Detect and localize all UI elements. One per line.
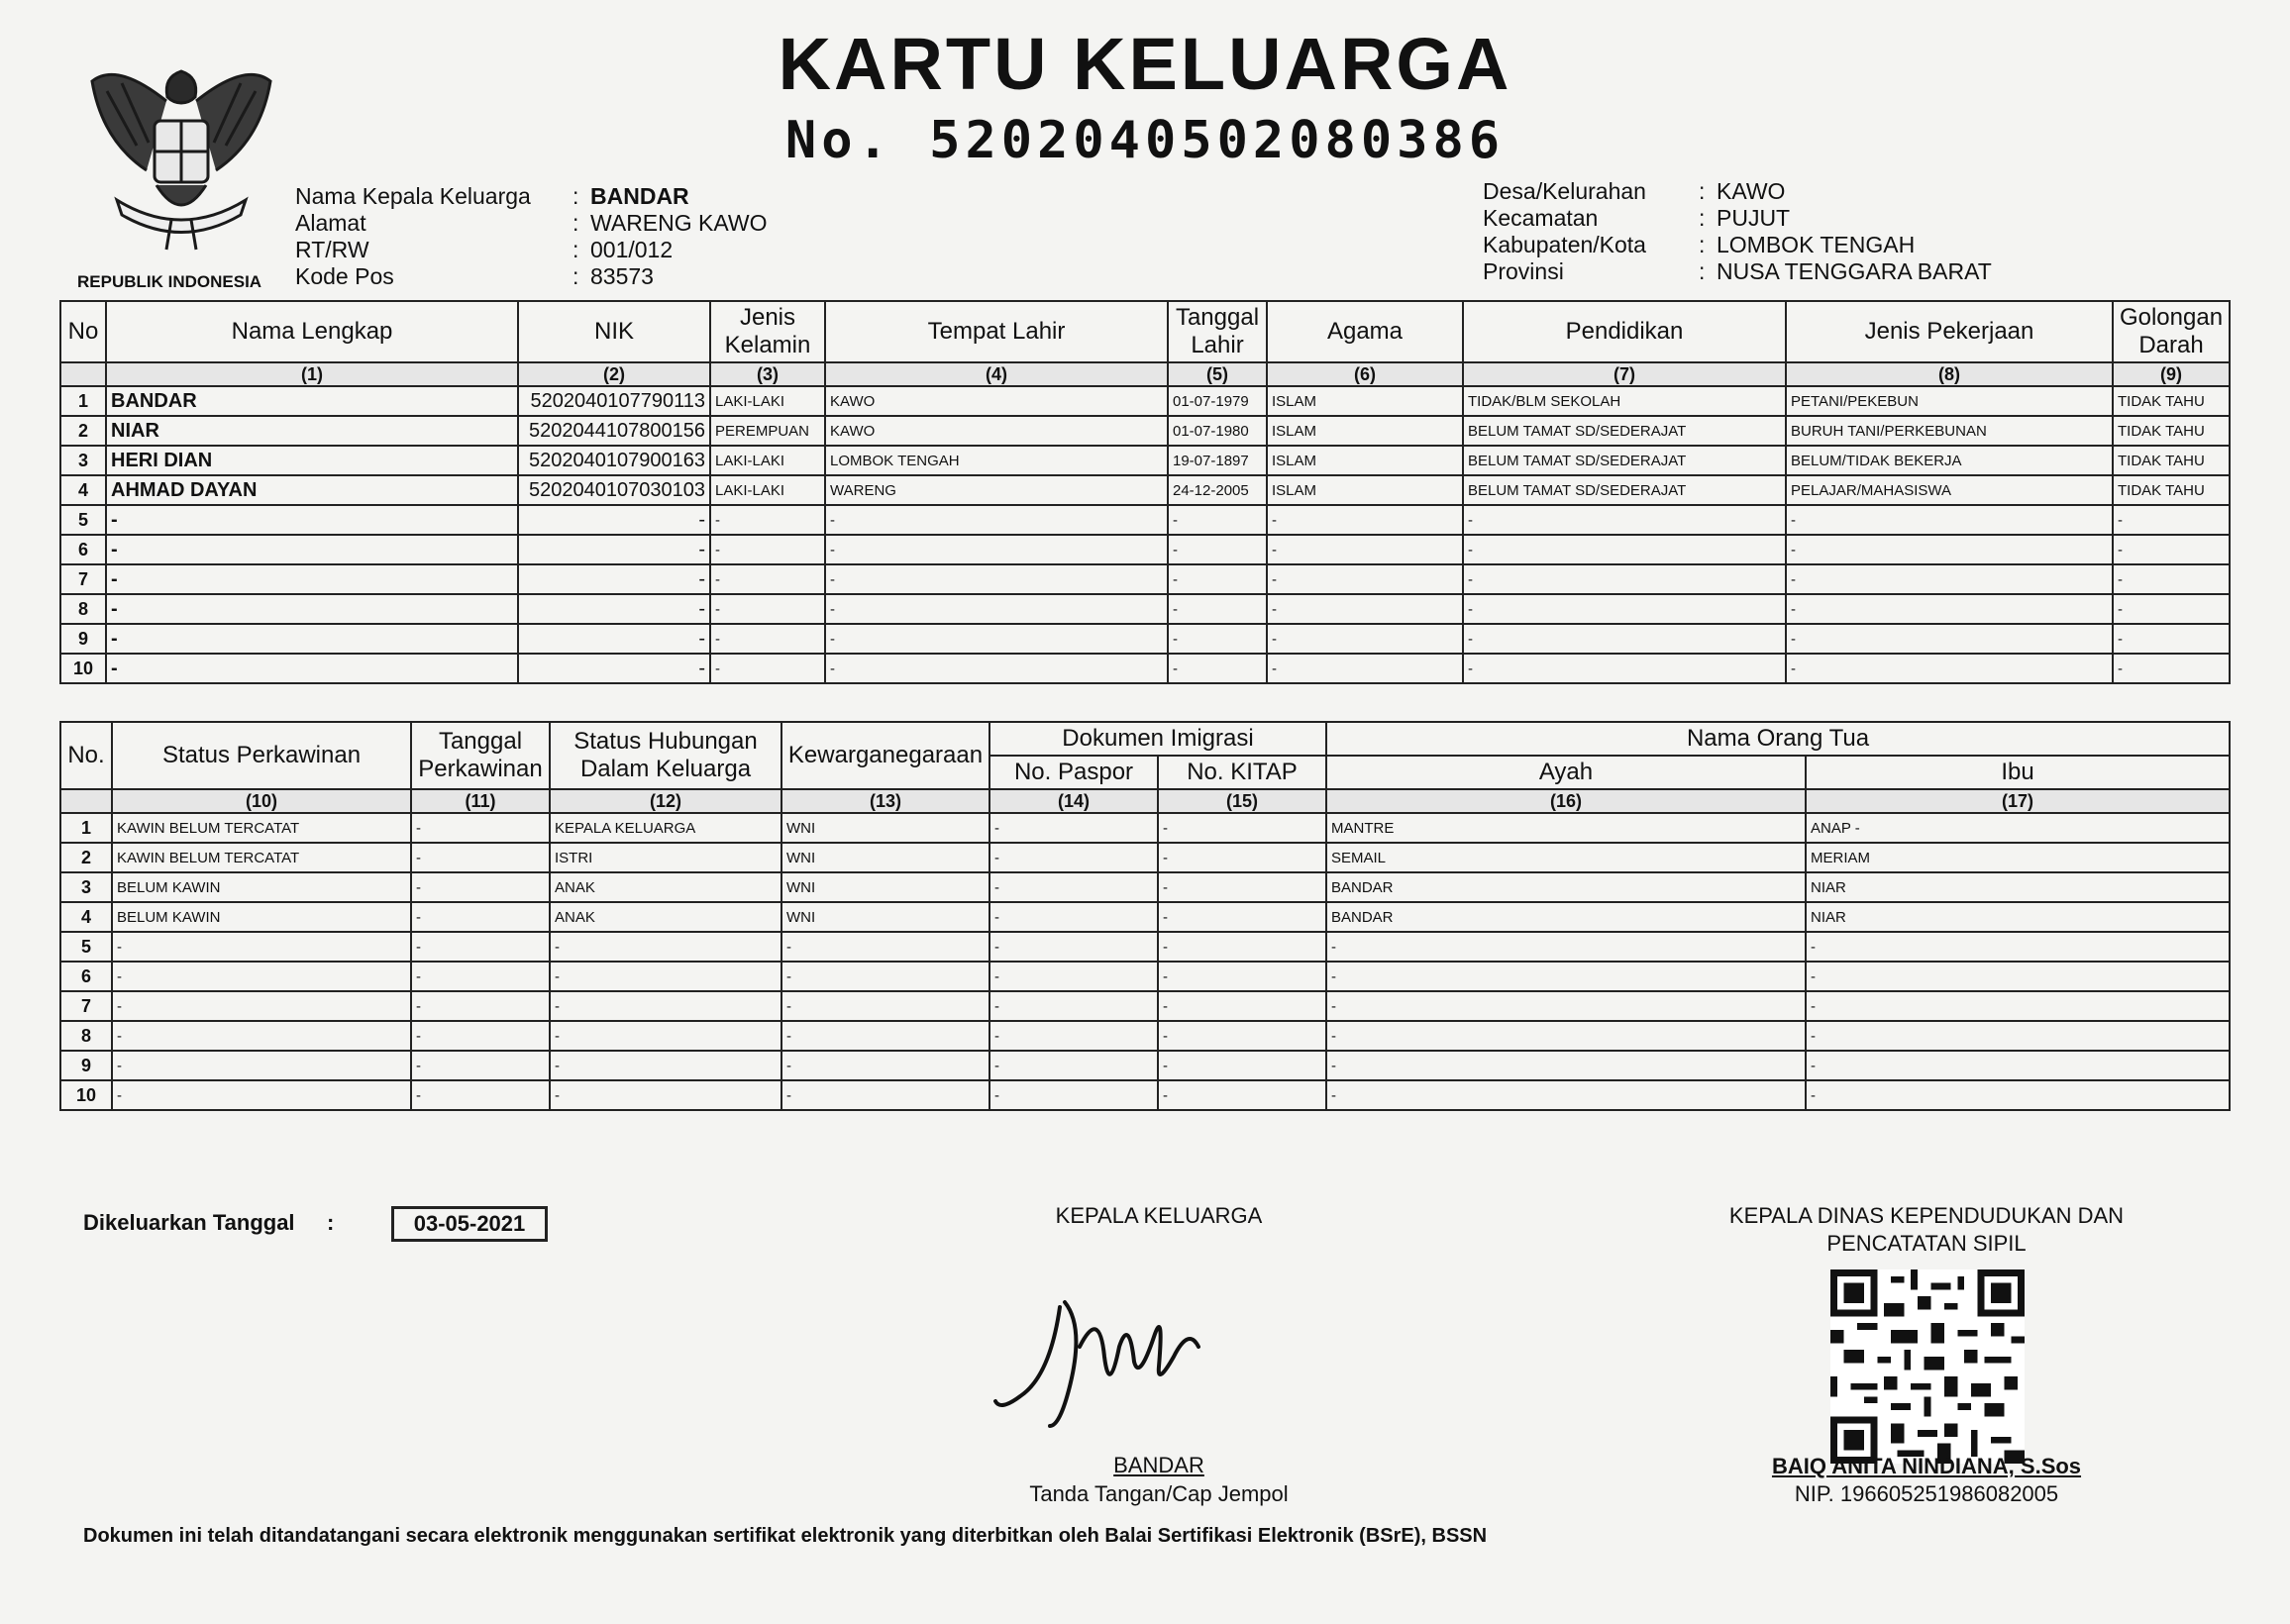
head-caption: Tanda Tangan/Cap Jempol xyxy=(1029,1481,1289,1506)
table-cell: ISTRI xyxy=(550,843,781,872)
table-cell: - xyxy=(411,843,550,872)
family-status-table xyxy=(59,721,2231,1111)
table-cell: - xyxy=(1806,962,2230,991)
table-cell: - xyxy=(1806,932,2230,962)
col-number: (13) xyxy=(781,789,989,813)
table-cell: - xyxy=(1267,594,1463,624)
info-label: Provinsi xyxy=(1483,258,1564,284)
info-value: WARENG KAWO xyxy=(590,210,768,236)
table-cell: WNI xyxy=(781,813,989,843)
table-cell: - xyxy=(781,1051,989,1080)
table-row xyxy=(60,872,2230,902)
table-cell: - xyxy=(989,843,1158,872)
issued-colon: : xyxy=(327,1210,335,1235)
table-row xyxy=(60,594,2230,624)
table-cell: - xyxy=(989,1051,1158,1080)
table-cell: - xyxy=(518,624,710,654)
table-row xyxy=(60,932,2230,962)
table-cell: - xyxy=(550,991,781,1021)
info-label: Kecamatan xyxy=(1483,205,1599,231)
left-info: Nama Kepala Keluarga : BANDAR Alamat : WARENG KAWO RT/RW : 001/012 Kode Pos : 83573 xyxy=(295,183,768,289)
info-value: KAWO xyxy=(1717,178,1786,204)
info-label: Kabupaten/Kota xyxy=(1483,232,1646,257)
table-cell: WARENG xyxy=(825,475,1168,505)
table-cell: NIAR xyxy=(106,416,518,446)
table-cell: - xyxy=(1168,505,1267,535)
table-cell: 7 xyxy=(60,991,112,1021)
header-no-paspor: No. Paspor xyxy=(989,756,1158,789)
table-row xyxy=(60,475,2230,505)
kk-number: No. 5202040502080386 xyxy=(784,111,1506,170)
table-cell: 9 xyxy=(60,1051,112,1080)
table-cell: - xyxy=(989,1080,1158,1110)
table-cell: BANDAR xyxy=(1326,872,1806,902)
table-cell: - xyxy=(710,505,825,535)
table-cell: 4 xyxy=(60,475,106,505)
table-cell: TIDAK/BLM SEKOLAH xyxy=(1463,386,1786,416)
table-cell: BELUM/TIDAK BEKERJA xyxy=(1786,446,2113,475)
table-cell: NIAR xyxy=(1806,872,2230,902)
table-row xyxy=(60,624,2230,654)
info-value: BANDAR xyxy=(590,183,689,209)
info-value: 001/012 xyxy=(590,237,674,262)
table-cell: - xyxy=(106,594,518,624)
table-cell: - xyxy=(1786,505,2113,535)
header-tanggal-lahir: Tanggal Lahir xyxy=(1168,301,1267,362)
table-cell: TIDAK TAHU xyxy=(2113,416,2230,446)
table-row xyxy=(60,505,2230,535)
table-cell: - xyxy=(1326,932,1806,962)
table-cell: WNI xyxy=(781,872,989,902)
table-cell: - xyxy=(1168,624,1267,654)
table-cell: - xyxy=(1168,654,1267,683)
table-cell: - xyxy=(1267,564,1463,594)
col-number: (17) xyxy=(1806,789,2230,813)
table-cell: - xyxy=(989,1021,1158,1051)
table-cell: - xyxy=(1326,1021,1806,1051)
table-cell: - xyxy=(825,505,1168,535)
col-number: (10) xyxy=(112,789,411,813)
table-cell: - xyxy=(989,902,1158,932)
table-cell: 1 xyxy=(60,813,112,843)
table-cell: - xyxy=(106,505,518,535)
table-cell: - xyxy=(1806,991,2230,1021)
table-cell: - xyxy=(1158,902,1326,932)
table-cell: BELUM KAWIN xyxy=(112,902,411,932)
table-cell: - xyxy=(1786,564,2113,594)
table-cell: ANAK xyxy=(550,902,781,932)
table-cell: 6 xyxy=(60,535,106,564)
table-cell: 8 xyxy=(60,594,106,624)
col-number xyxy=(60,789,112,813)
table-cell: BANDAR xyxy=(106,386,518,416)
table-cell: - xyxy=(112,1080,411,1110)
table-cell: 7 xyxy=(60,564,106,594)
table-cell: BANDAR xyxy=(1326,902,1806,932)
head-name: BANDAR xyxy=(1113,1453,1204,1477)
header-agama: Agama xyxy=(1267,301,1463,362)
table-cell: LAKI-LAKI xyxy=(710,475,825,505)
header-kewarganegaraan: Kewarganegaraan xyxy=(781,722,989,789)
table-cell: - xyxy=(710,594,825,624)
table-cell: - xyxy=(2113,505,2230,535)
table-cell: - xyxy=(550,1051,781,1080)
info-value: NUSA TENGGARA BARAT xyxy=(1717,258,1992,284)
info-value: PUJUT xyxy=(1717,205,1791,231)
col-number: (1) xyxy=(106,362,518,386)
table-cell: - xyxy=(411,813,550,843)
table-cell: KAWIN BELUM TERCATAT xyxy=(112,843,411,872)
table-cell: - xyxy=(1463,594,1786,624)
table-cell: - xyxy=(411,872,550,902)
table-cell: NIAR xyxy=(1806,902,2230,932)
table-cell: - xyxy=(518,505,710,535)
head-title: KEPALA KELUARGA xyxy=(1055,1203,1263,1228)
table-cell: - xyxy=(781,1021,989,1051)
table-cell: - xyxy=(1326,1080,1806,1110)
table-cell: 3 xyxy=(60,446,106,475)
table-cell: - xyxy=(989,962,1158,991)
table-cell: TIDAK TAHU xyxy=(2113,386,2230,416)
col-number: (7) xyxy=(1463,362,1786,386)
table-cell: - xyxy=(518,654,710,683)
table-cell: - xyxy=(710,535,825,564)
table-cell: - xyxy=(1267,654,1463,683)
table-cell: - xyxy=(1158,1021,1326,1051)
issued-date: 03-05-2021 xyxy=(391,1206,548,1242)
table-cell: - xyxy=(1158,813,1326,843)
issued-label: Dikeluarkan Tanggal xyxy=(83,1210,295,1235)
table-cell: - xyxy=(825,594,1168,624)
table-cell: - xyxy=(112,991,411,1021)
table-cell: BELUM TAMAT SD/SEDERAJAT xyxy=(1463,416,1786,446)
table-cell: - xyxy=(825,624,1168,654)
table-cell: AHMAD DAYAN xyxy=(106,475,518,505)
table-cell: 10 xyxy=(60,1080,112,1110)
table-row xyxy=(60,564,2230,594)
col-number: (15) xyxy=(1158,789,1326,813)
table-cell: - xyxy=(1158,991,1326,1021)
header-dokumen-imigrasi: Dokumen Imigrasi xyxy=(989,722,1326,756)
col-number: (3) xyxy=(710,362,825,386)
col-number: (12) xyxy=(550,789,781,813)
table-cell: 5202044107800156 xyxy=(518,416,710,446)
table-cell: - xyxy=(710,624,825,654)
table-cell: - xyxy=(550,962,781,991)
table-cell: - xyxy=(989,813,1158,843)
header-status-hubungan: Status Hubungan Dalam Keluarga xyxy=(550,722,781,789)
table-cell: ISLAM xyxy=(1267,416,1463,446)
table-cell: - xyxy=(550,1080,781,1110)
table-cell: 24-12-2005 xyxy=(1168,475,1267,505)
col-number xyxy=(60,362,106,386)
info-value: 83573 xyxy=(590,263,654,289)
col-number: (6) xyxy=(1267,362,1463,386)
electronic-signature-notice: Dokumen ini telah ditandatangani secara elektronik menggunakan sertifikat elektronik yang diterbitkan oleh Balai Sertifikasi Elektronik (BSrE), BSSN xyxy=(83,1525,1488,1547)
table-cell: LAKI-LAKI xyxy=(710,446,825,475)
table-cell: MANTRE xyxy=(1326,813,1806,843)
table-cell: BELUM TAMAT SD/SEDERAJAT xyxy=(1463,475,1786,505)
table-cell: - xyxy=(1168,564,1267,594)
document-title: KARTU KELUARGA xyxy=(778,23,1512,105)
table-cell: - xyxy=(411,902,550,932)
table-cell: - xyxy=(1786,535,2113,564)
header-jenis-kelamin: Jenis Kelamin xyxy=(710,301,825,362)
table-cell: MERIAM xyxy=(1806,843,2230,872)
table-cell: - xyxy=(710,654,825,683)
table-cell: TIDAK TAHU xyxy=(2113,475,2230,505)
col-number: (2) xyxy=(518,362,710,386)
header-nik: NIK xyxy=(518,301,710,362)
table-cell: - xyxy=(1158,932,1326,962)
table-cell: ISLAM xyxy=(1267,475,1463,505)
table-cell: - xyxy=(1786,594,2113,624)
table-cell: - xyxy=(112,1021,411,1051)
table-cell: LAKI-LAKI xyxy=(710,386,825,416)
table-cell: ANAP - xyxy=(1806,813,2230,843)
info-label: Kode Pos xyxy=(295,263,394,289)
col-number: (11) xyxy=(411,789,550,813)
qr-code-icon xyxy=(1830,1269,2025,1464)
table-cell: BELUM TAMAT SD/SEDERAJAT xyxy=(1463,446,1786,475)
table-cell: 8 xyxy=(60,1021,112,1051)
table-cell: - xyxy=(2113,564,2230,594)
table-cell: - xyxy=(781,991,989,1021)
table-cell: 2 xyxy=(60,843,112,872)
table-cell: - xyxy=(989,991,1158,1021)
table-cell: - xyxy=(1806,1021,2230,1051)
col-number: (9) xyxy=(2113,362,2230,386)
table-row xyxy=(60,1080,2230,1110)
table-cell: - xyxy=(781,962,989,991)
header-pendidikan: Pendidikan xyxy=(1463,301,1786,362)
table-cell: KAWO xyxy=(825,416,1168,446)
info-value: LOMBOK TENGAH xyxy=(1717,232,1916,257)
table-cell: - xyxy=(1267,535,1463,564)
table-cell: - xyxy=(781,1080,989,1110)
dinas-title-2: PENCATATAN SIPIL xyxy=(1826,1231,2027,1256)
table-cell: - xyxy=(518,535,710,564)
table-cell: ISLAM xyxy=(1267,446,1463,475)
table-row xyxy=(60,386,2230,416)
table-cell: - xyxy=(1463,535,1786,564)
table-cell: - xyxy=(1806,1080,2230,1110)
header-no-kitap: No. KITAP xyxy=(1158,756,1326,789)
info-label: Alamat xyxy=(295,210,366,236)
table-row xyxy=(60,902,2230,932)
table-cell: - xyxy=(112,932,411,962)
col-number: (14) xyxy=(989,789,1158,813)
info-label: Nama Kepala Keluarga xyxy=(295,183,531,209)
table-cell: 19-07-1897 xyxy=(1168,446,1267,475)
table-cell: - xyxy=(411,932,550,962)
table-row xyxy=(60,535,2230,564)
table-cell: - xyxy=(1168,594,1267,624)
table-cell: KAWIN BELUM TERCATAT xyxy=(112,813,411,843)
table-cell: 2 xyxy=(60,416,106,446)
table-cell: PEREMPUAN xyxy=(710,416,825,446)
table-row xyxy=(60,813,2230,843)
table-cell: 01-07-1979 xyxy=(1168,386,1267,416)
table-row xyxy=(60,416,2230,446)
table-cell: - xyxy=(825,564,1168,594)
table-cell: - xyxy=(1158,962,1326,991)
header-tanggal-perkawinan: Tanggal Perkawinan xyxy=(411,722,550,789)
table-cell: WNI xyxy=(781,843,989,872)
table-cell: - xyxy=(1806,1051,2230,1080)
table-cell: - xyxy=(2113,654,2230,683)
table-cell: - xyxy=(781,932,989,962)
table-cell: - xyxy=(1463,564,1786,594)
republic-label: REPUBLIK INDONESIA xyxy=(77,272,262,291)
table-cell: SEMAIL xyxy=(1326,843,1806,872)
table-cell: 5 xyxy=(60,932,112,962)
table-cell: - xyxy=(411,991,550,1021)
table-cell: KEPALA KELUARGA xyxy=(550,813,781,843)
table-cell: - xyxy=(2113,535,2230,564)
table-row xyxy=(60,843,2230,872)
table-cell: - xyxy=(106,624,518,654)
table-cell: - xyxy=(106,564,518,594)
table-cell: - xyxy=(1463,654,1786,683)
table-cell: - xyxy=(1267,624,1463,654)
header-status-perkawinan: Status Perkawinan xyxy=(112,722,411,789)
table-cell: 5202040107790113 xyxy=(518,386,710,416)
table-row xyxy=(60,991,2230,1021)
header-jenis-pekerjaan: Jenis Pekerjaan xyxy=(1786,301,2113,362)
table-cell: - xyxy=(1158,843,1326,872)
table-cell: - xyxy=(710,564,825,594)
table-cell: - xyxy=(989,872,1158,902)
col-number: (5) xyxy=(1168,362,1267,386)
table-cell: - xyxy=(825,654,1168,683)
table-cell: - xyxy=(112,1051,411,1080)
table-row xyxy=(60,1021,2230,1051)
table-cell: KAWO xyxy=(825,386,1168,416)
header-tempat-lahir: Tempat Lahir xyxy=(825,301,1168,362)
info-label: Desa/Kelurahan xyxy=(1483,178,1646,204)
table-cell: BURUH TANI/PERKEBUNAN xyxy=(1786,416,2113,446)
table-cell: PELAJAR/MAHASISWA xyxy=(1786,475,2113,505)
table-cell: - xyxy=(550,1021,781,1051)
table-cell: 10 xyxy=(60,654,106,683)
table-cell: 5 xyxy=(60,505,106,535)
header-ibu: Ibu xyxy=(1806,756,2230,789)
table-cell: - xyxy=(411,1051,550,1080)
table-cell: - xyxy=(1158,1080,1326,1110)
table-cell: TIDAK TAHU xyxy=(2113,446,2230,475)
table-cell: - xyxy=(411,1021,550,1051)
table-row xyxy=(60,1051,2230,1080)
table-cell: 5202040107900163 xyxy=(518,446,710,475)
col-number: (4) xyxy=(825,362,1168,386)
table-cell: - xyxy=(2113,594,2230,624)
table-cell: - xyxy=(411,1080,550,1110)
header-nama-lengkap: Nama Lengkap xyxy=(106,301,518,362)
table-cell: 1 xyxy=(60,386,106,416)
table-cell: - xyxy=(106,654,518,683)
header-golongan-darah: Golongan Darah xyxy=(2113,301,2230,362)
table-cell: - xyxy=(2113,624,2230,654)
table-cell: - xyxy=(518,564,710,594)
table-cell: - xyxy=(1786,654,2113,683)
table-cell: - xyxy=(1168,535,1267,564)
table-cell: 4 xyxy=(60,902,112,932)
table-cell: 01-07-1980 xyxy=(1168,416,1267,446)
dinas-name: BAIQ ANITA NINDIANA, S.Sos xyxy=(1771,1454,2082,1478)
col-number: (16) xyxy=(1326,789,1806,813)
table-cell: - xyxy=(1326,991,1806,1021)
table-cell: - xyxy=(550,932,781,962)
table-cell: - xyxy=(1463,624,1786,654)
signature-icon xyxy=(990,1287,1228,1436)
table-row xyxy=(60,962,2230,991)
table-cell: HERI DIAN xyxy=(106,446,518,475)
col-number: (8) xyxy=(1786,362,2113,386)
table-cell: 3 xyxy=(60,872,112,902)
table-cell: WNI xyxy=(781,902,989,932)
table-cell: - xyxy=(411,962,550,991)
table-cell: - xyxy=(1326,1051,1806,1080)
header-ayah: Ayah xyxy=(1326,756,1806,789)
dinas-title-1: KEPALA DINAS KEPENDUDUKAN DAN xyxy=(1728,1203,2125,1228)
table-cell: LOMBOK TENGAH xyxy=(825,446,1168,475)
table-cell: BELUM KAWIN xyxy=(112,872,411,902)
table-cell: - xyxy=(1326,962,1806,991)
table-cell: 9 xyxy=(60,624,106,654)
header-no: No xyxy=(60,301,106,362)
header-no: No. xyxy=(60,722,112,789)
table-cell: - xyxy=(1158,1051,1326,1080)
table-cell: - xyxy=(518,594,710,624)
info-label: RT/RW xyxy=(295,237,369,262)
table-cell: - xyxy=(1158,872,1326,902)
table-cell: - xyxy=(1267,505,1463,535)
table-cell: ANAK xyxy=(550,872,781,902)
table-cell: - xyxy=(825,535,1168,564)
table-cell: 5202040107030103 xyxy=(518,475,710,505)
table-cell: PETANI/PEKEBUN xyxy=(1786,386,2113,416)
header-nama-orang-tua: Nama Orang Tua xyxy=(1326,722,2230,756)
right-info: Desa/Kelurahan : KAWO Kecamatan : PUJUT Kabupaten/Kota : LOMBOK TENGAH Provinsi : NUSA TENGGARA BARAT xyxy=(1483,178,1992,284)
table-row xyxy=(60,446,2230,475)
table-row xyxy=(60,654,2230,683)
table-cell: ISLAM xyxy=(1267,386,1463,416)
family-members-table xyxy=(59,300,2231,684)
table-cell: - xyxy=(106,535,518,564)
table-cell: 6 xyxy=(60,962,112,991)
table-cell: - xyxy=(1463,505,1786,535)
table-cell: - xyxy=(989,932,1158,962)
table-cell: - xyxy=(1786,624,2113,654)
table-cell: - xyxy=(112,962,411,991)
dinas-nip: NIP. 196605251986082005 xyxy=(1794,1481,2059,1506)
